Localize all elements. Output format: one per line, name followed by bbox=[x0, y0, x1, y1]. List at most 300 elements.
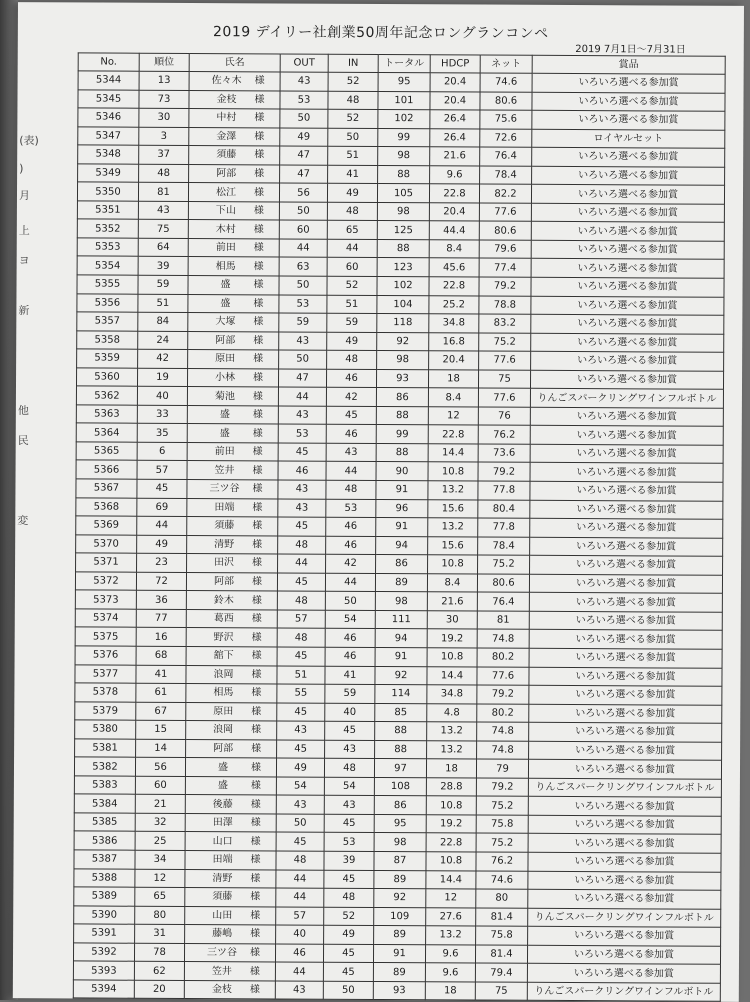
cell-total: 91 bbox=[373, 944, 425, 963]
cell-out: 50 bbox=[279, 276, 327, 295]
cell-prize: いろいろ選べる参加賞 bbox=[530, 426, 723, 446]
cell-prize: いろいろ選べる参加賞 bbox=[529, 593, 722, 613]
cell-in: 48 bbox=[328, 91, 378, 110]
cell-name bbox=[187, 535, 278, 554]
honorific: 様 bbox=[252, 390, 263, 402]
cell-no: 5358 bbox=[77, 331, 138, 350]
cell-net: 75.8 bbox=[476, 815, 528, 834]
cell-no: 5387 bbox=[74, 850, 135, 869]
cell-hdcp: 20.4 bbox=[430, 91, 480, 110]
cell-net: 75.8 bbox=[476, 926, 528, 945]
cell-in: 49 bbox=[327, 332, 377, 351]
cell-net: 82.2 bbox=[479, 184, 531, 203]
cell-hdcp: 14.4 bbox=[426, 870, 476, 889]
cell-total: 93 bbox=[376, 369, 428, 388]
cell-total: 105 bbox=[377, 184, 429, 203]
honorific: 様 bbox=[252, 409, 263, 421]
cell-prize: いろいろ選べる参加賞 bbox=[528, 760, 721, 780]
cell-total: 86 bbox=[376, 388, 428, 407]
cell-in: 42 bbox=[326, 388, 376, 407]
cell-no: 5356 bbox=[77, 293, 138, 312]
cell-no: 5344 bbox=[78, 71, 139, 90]
cell-hdcp: 4.8 bbox=[427, 703, 477, 722]
player-surname: 後藤 bbox=[212, 798, 233, 810]
cell-out: 40 bbox=[276, 925, 324, 944]
honorific: 様 bbox=[253, 298, 264, 310]
cell-net: 78.4 bbox=[480, 166, 532, 185]
honorific: 様 bbox=[252, 520, 263, 532]
cell-prize: いろいろ選べる参加賞 bbox=[532, 110, 725, 130]
cell-out: 49 bbox=[276, 758, 324, 777]
honorific: 様 bbox=[250, 873, 261, 885]
cell-no: 5394 bbox=[73, 980, 134, 999]
cell-hdcp: 18 bbox=[428, 370, 478, 389]
cell-name bbox=[187, 517, 278, 536]
cell-net: 74.8 bbox=[477, 741, 529, 760]
honorific: 様 bbox=[253, 279, 264, 291]
cell-out: 63 bbox=[279, 257, 327, 276]
cell-hdcp: 13.2 bbox=[428, 481, 478, 500]
cell-hdcp: 10.8 bbox=[426, 796, 476, 815]
cell-name bbox=[185, 776, 276, 795]
cell-name bbox=[188, 350, 279, 369]
cell-no: 5380 bbox=[75, 720, 136, 739]
cell-total: 94 bbox=[376, 536, 428, 555]
cell-prize: いろいろ選べる参加賞 bbox=[530, 518, 723, 538]
cell-no: 5381 bbox=[75, 739, 136, 758]
margin-mark: 月 bbox=[18, 189, 31, 203]
cell-no: 5377 bbox=[75, 664, 136, 683]
cell-prize: いろいろ選べる参加賞 bbox=[529, 611, 722, 631]
cell-rank: 51 bbox=[138, 294, 188, 313]
cell-prize: いろいろ選べる参加賞 bbox=[531, 351, 724, 371]
cell-rank: 60 bbox=[135, 776, 185, 795]
cell-prize: いろいろ選べる参加賞 bbox=[532, 73, 725, 93]
cell-prize: いろいろ選べる参加賞 bbox=[529, 630, 722, 650]
cell-name bbox=[189, 109, 280, 128]
cell-hdcp: 13.2 bbox=[427, 722, 477, 741]
cell-no: 5348 bbox=[78, 145, 139, 164]
cell-in: 43 bbox=[326, 443, 376, 462]
cell-name bbox=[187, 461, 278, 480]
honorific: 様 bbox=[253, 316, 264, 328]
cell-prize: いろいろ選べる参加賞 bbox=[530, 556, 723, 576]
results-body bbox=[73, 71, 725, 1002]
cell-net: 74.8 bbox=[477, 629, 529, 648]
cell-total: 98 bbox=[375, 592, 427, 611]
cell-net: 75.2 bbox=[476, 796, 528, 815]
cell-no: 5365 bbox=[76, 442, 137, 461]
cell-no: 5392 bbox=[73, 943, 134, 962]
cell-name bbox=[186, 684, 277, 703]
honorific: 様 bbox=[249, 984, 260, 996]
cell-out: 48 bbox=[277, 628, 325, 647]
honorific: 様 bbox=[251, 613, 262, 625]
player-surname: 須藤 bbox=[212, 891, 233, 903]
cell-net: 80.6 bbox=[479, 221, 531, 240]
cell-prize: いろいろ選べる参加賞 bbox=[529, 704, 722, 724]
honorific: 様 bbox=[252, 483, 263, 495]
cell-rank: 84 bbox=[138, 312, 188, 331]
cell-prize: りんごスパークリングワインフルボトル bbox=[530, 389, 723, 409]
cell-prize: いろいろ選べる参加賞 bbox=[529, 722, 722, 742]
cell-total: 86 bbox=[374, 796, 426, 815]
cell-net: 79.2 bbox=[476, 778, 528, 797]
margin-mark: ヨ bbox=[18, 254, 30, 268]
cell-name bbox=[187, 480, 278, 499]
cell-out: 45 bbox=[278, 443, 326, 462]
cell-name bbox=[186, 739, 277, 758]
cell-prize: いろいろ選べる参加賞 bbox=[530, 537, 723, 557]
honorific: 様 bbox=[253, 186, 265, 198]
cell-in: 48 bbox=[327, 202, 377, 221]
cell-out: 44 bbox=[279, 239, 327, 258]
cell-net: 76.4 bbox=[477, 592, 529, 611]
cell-rank: 65 bbox=[135, 887, 185, 906]
cell-net: 77.8 bbox=[478, 481, 530, 500]
honorific: 様 bbox=[253, 335, 264, 347]
cell-hdcp: 18 bbox=[425, 982, 475, 1001]
cell-prize: いろいろ選べる参加賞 bbox=[530, 407, 723, 427]
header-name: 氏名 bbox=[189, 53, 280, 71]
honorific: 様 bbox=[252, 539, 263, 551]
cell-hdcp: 22.8 bbox=[428, 425, 478, 444]
cell-out: 44 bbox=[275, 962, 323, 981]
cell-prize: いろいろ選べる参加賞 bbox=[531, 240, 724, 260]
cell-out: 48 bbox=[277, 591, 325, 610]
cell-out: 50 bbox=[279, 202, 327, 221]
player-surname: 木村 bbox=[215, 223, 236, 235]
player-surname: 佐々木 bbox=[211, 75, 242, 87]
cell-net: 78.4 bbox=[478, 537, 530, 556]
cell-name bbox=[189, 71, 280, 90]
player-surname: 藤嶋 bbox=[212, 928, 233, 940]
cell-rank: 13 bbox=[139, 71, 189, 90]
cell-prize: いろいろ選べる参加賞 bbox=[530, 444, 723, 464]
results-sheet bbox=[13, 2, 744, 1002]
cell-rank: 45 bbox=[137, 479, 187, 498]
cell-hdcp: 44.4 bbox=[429, 221, 479, 240]
cell-in: 42 bbox=[326, 554, 376, 573]
cell-rank: 42 bbox=[138, 349, 188, 368]
cell-prize: いろいろ選べる参加賞 bbox=[530, 370, 723, 390]
cell-prize: いろいろ選べる参加賞 bbox=[527, 964, 720, 984]
left-margin-bleedthrough bbox=[13, 2, 78, 998]
cell-net: 77.6 bbox=[479, 203, 531, 222]
honorific: 様 bbox=[253, 261, 264, 273]
cell-net: 77.8 bbox=[478, 518, 530, 537]
results-table bbox=[73, 52, 726, 1002]
cell-in: 46 bbox=[325, 629, 375, 648]
player-surname: 三ツ谷 bbox=[209, 483, 240, 495]
cell-in: 46 bbox=[326, 517, 376, 536]
cell-hdcp: 25.2 bbox=[429, 295, 479, 314]
cell-total: 114 bbox=[375, 685, 427, 704]
honorific: 様 bbox=[252, 502, 263, 514]
cell-total: 95 bbox=[378, 72, 430, 91]
player-surname: 前田 bbox=[215, 242, 236, 254]
cell-prize: いろいろ選べる参加賞 bbox=[531, 222, 724, 242]
honorific: 様 bbox=[250, 761, 262, 773]
cell-hdcp: 22.8 bbox=[429, 277, 479, 296]
cell-rank: 35 bbox=[137, 424, 187, 443]
cell-prize: いろいろ選べる参加賞 bbox=[529, 574, 722, 594]
cell-prize: いろいろ選べる参加賞 bbox=[530, 463, 723, 483]
cell-hdcp: 26.4 bbox=[430, 110, 480, 129]
cell-prize: いろいろ選べる参加賞 bbox=[532, 147, 725, 167]
cell-total: 92 bbox=[374, 889, 426, 908]
cell-total: 97 bbox=[374, 759, 426, 778]
player-surname: 原田 bbox=[215, 353, 236, 365]
cell-net: 79.6 bbox=[479, 240, 531, 259]
cell-no: 5386 bbox=[74, 831, 135, 850]
cell-out: 45 bbox=[277, 703, 325, 722]
cell-name bbox=[186, 721, 277, 740]
cell-out: 44 bbox=[278, 387, 326, 406]
cell-no: 5389 bbox=[74, 887, 135, 906]
cell-rank: 33 bbox=[137, 405, 187, 424]
cell-net: 79.2 bbox=[477, 685, 529, 704]
cell-out: 43 bbox=[278, 499, 326, 518]
cell-no: 5352 bbox=[77, 219, 138, 238]
player-surname: 阿部 bbox=[213, 743, 234, 755]
cell-hdcp: 12 bbox=[426, 889, 476, 908]
player-surname: 田沢 bbox=[214, 557, 235, 569]
cell-no: 5368 bbox=[76, 497, 137, 516]
cell-out: 50 bbox=[276, 814, 324, 833]
player-surname: 相馬 bbox=[215, 260, 236, 272]
cell-out: 44 bbox=[276, 888, 324, 907]
player-surname: 小林 bbox=[215, 372, 236, 384]
cell-rank: 24 bbox=[138, 331, 188, 350]
cell-prize: いろいろ選べる参加賞 bbox=[531, 296, 724, 316]
cell-prize: いろいろ選べる参加賞 bbox=[531, 333, 724, 353]
cell-total: 85 bbox=[375, 703, 427, 722]
cell-in: 45 bbox=[326, 406, 376, 425]
cell-in: 50 bbox=[328, 128, 378, 147]
cell-prize: いろいろ選べる参加賞 bbox=[529, 741, 722, 761]
cell-total: 98 bbox=[377, 351, 429, 370]
cell-name bbox=[187, 387, 278, 406]
margin-mark: 新 bbox=[18, 304, 30, 318]
cell-hdcp: 34.8 bbox=[429, 314, 479, 333]
cell-no: 5378 bbox=[75, 683, 136, 702]
cell-in: 48 bbox=[324, 888, 374, 907]
player-surname: 山口 bbox=[212, 835, 233, 847]
cell-no: 5385 bbox=[74, 813, 135, 832]
cell-out: 54 bbox=[276, 777, 324, 796]
cell-in: 52 bbox=[324, 907, 374, 926]
cell-in: 44 bbox=[326, 462, 376, 481]
cell-in: 49 bbox=[327, 184, 377, 203]
cell-hdcp: 14.4 bbox=[427, 666, 477, 685]
cell-total: 88 bbox=[376, 406, 428, 425]
cell-net: 80.2 bbox=[477, 648, 529, 667]
cell-hdcp: 18 bbox=[426, 759, 476, 778]
cell-name bbox=[185, 850, 276, 869]
cell-name bbox=[188, 201, 279, 220]
cell-name bbox=[188, 220, 279, 239]
honorific: 様 bbox=[254, 131, 265, 143]
margin-mark: ) bbox=[19, 162, 24, 176]
cell-no: 5357 bbox=[77, 312, 138, 331]
cell-hdcp: 9.6 bbox=[425, 963, 475, 982]
cell-rank: 69 bbox=[137, 498, 187, 517]
cell-total: 94 bbox=[375, 629, 427, 648]
honorific: 様 bbox=[251, 687, 262, 699]
cell-total: 88 bbox=[375, 722, 427, 741]
honorific: 様 bbox=[254, 168, 265, 180]
cell-name bbox=[185, 869, 276, 888]
cell-hdcp: 10.8 bbox=[428, 462, 478, 481]
cell-hdcp: 9.6 bbox=[430, 165, 480, 184]
cell-total: 86 bbox=[376, 555, 428, 574]
player-surname: 三ツ谷 bbox=[207, 947, 238, 959]
cell-name bbox=[185, 906, 276, 925]
cell-prize: ロイヤルセット bbox=[532, 129, 725, 149]
cell-total: 91 bbox=[375, 647, 427, 666]
cell-no: 5359 bbox=[77, 349, 138, 368]
cell-prize: いろいろ選べる参加賞 bbox=[529, 648, 722, 668]
cell-net: 74.6 bbox=[480, 73, 532, 92]
cell-rank: 72 bbox=[136, 572, 186, 591]
cell-hdcp: 22.8 bbox=[426, 833, 476, 852]
cell-in: 41 bbox=[325, 666, 375, 685]
cell-rank: 48 bbox=[139, 164, 189, 183]
player-surname: 笠井 bbox=[211, 965, 232, 977]
cell-in: 45 bbox=[323, 962, 373, 981]
player-surname: 盛 bbox=[219, 409, 230, 421]
cell-net: 73.6 bbox=[478, 444, 530, 463]
cell-in: 53 bbox=[326, 499, 376, 518]
cell-no: 5384 bbox=[74, 794, 135, 813]
cell-rank: 73 bbox=[139, 90, 189, 109]
cell-name bbox=[185, 813, 276, 832]
cell-no: 5364 bbox=[76, 423, 137, 442]
cell-in: 46 bbox=[326, 369, 376, 388]
honorific: 様 bbox=[250, 817, 261, 829]
cell-prize: いろいろ選べる参加賞 bbox=[527, 945, 720, 965]
player-surname: 菊池 bbox=[214, 390, 235, 402]
cell-net: 76.4 bbox=[480, 147, 532, 166]
player-surname: 浪岡 bbox=[213, 724, 234, 736]
cell-no: 5388 bbox=[74, 868, 135, 887]
cell-net: 80.4 bbox=[478, 500, 530, 519]
cell-net: 77.6 bbox=[479, 351, 531, 370]
cell-in: 51 bbox=[328, 146, 378, 165]
cell-prize: いろいろ選べる参加賞 bbox=[528, 926, 721, 946]
cell-in: 51 bbox=[327, 295, 377, 314]
cell-no: 5345 bbox=[78, 89, 139, 108]
cell-rank: 43 bbox=[138, 201, 188, 220]
cell-net: 78.8 bbox=[479, 296, 531, 315]
honorific: 様 bbox=[251, 724, 262, 736]
cell-total: 88 bbox=[378, 165, 430, 184]
header-prize: 賞品 bbox=[532, 55, 725, 74]
cell-hdcp: 16.8 bbox=[429, 332, 479, 351]
cell-rank: 36 bbox=[136, 591, 186, 610]
cell-in: 48 bbox=[327, 350, 377, 369]
cell-no: 5366 bbox=[76, 460, 137, 479]
honorific: 様 bbox=[250, 928, 261, 940]
cell-out: 46 bbox=[275, 944, 323, 963]
header-out: OUT bbox=[280, 54, 328, 72]
cell-rank: 80 bbox=[135, 906, 185, 925]
cell-hdcp: 10.8 bbox=[427, 648, 477, 667]
cell-rank: 21 bbox=[135, 795, 185, 814]
cell-name bbox=[188, 183, 279, 202]
cell-prize: いろいろ選べる参加賞 bbox=[531, 185, 724, 205]
cell-no: 5382 bbox=[74, 757, 135, 776]
cell-no: 5349 bbox=[78, 164, 139, 183]
player-surname: 下山 bbox=[215, 205, 236, 217]
honorific: 様 bbox=[251, 669, 262, 681]
cell-name bbox=[185, 888, 276, 907]
honorific: 様 bbox=[254, 75, 265, 87]
cell-out: 46 bbox=[278, 461, 326, 480]
player-surname: 清野 bbox=[214, 539, 235, 551]
cell-name bbox=[186, 591, 277, 610]
cell-out: 43 bbox=[276, 795, 324, 814]
cell-hdcp: 28.8 bbox=[426, 778, 476, 797]
cell-net: 75.6 bbox=[480, 110, 532, 129]
cell-hdcp: 34.8 bbox=[427, 685, 477, 704]
cell-total: 89 bbox=[375, 573, 427, 592]
cell-in: 48 bbox=[326, 480, 376, 499]
player-surname: 盛 bbox=[220, 279, 231, 291]
player-surname: 清野 bbox=[212, 872, 233, 885]
cell-no: 5350 bbox=[77, 182, 138, 201]
cell-out: 50 bbox=[280, 109, 328, 128]
cell-net: 79.4 bbox=[475, 963, 527, 982]
honorific: 様 bbox=[253, 223, 264, 236]
cell-total: 99 bbox=[376, 425, 428, 444]
player-surname: 田澤 bbox=[212, 817, 233, 829]
cell-hdcp: 8.4 bbox=[427, 574, 477, 593]
cell-rank: 12 bbox=[135, 869, 185, 888]
cell-total: 108 bbox=[374, 777, 426, 796]
cell-out: 47 bbox=[280, 165, 328, 184]
cell-total: 102 bbox=[377, 276, 429, 295]
cell-no: 5367 bbox=[76, 479, 137, 498]
cell-total: 109 bbox=[374, 907, 426, 926]
cell-name bbox=[186, 646, 277, 665]
honorific: 様 bbox=[251, 650, 262, 662]
cell-net: 76.2 bbox=[478, 425, 530, 444]
cell-rank: 78 bbox=[134, 943, 184, 962]
table-row bbox=[73, 980, 720, 1002]
cell-rank: 77 bbox=[136, 609, 186, 628]
cell-rank: 44 bbox=[137, 516, 187, 535]
cell-no: 5347 bbox=[78, 127, 139, 146]
cell-out: 45 bbox=[277, 740, 325, 759]
cell-total: 89 bbox=[374, 870, 426, 889]
cell-total: 89 bbox=[373, 963, 425, 982]
cell-no: 5372 bbox=[75, 572, 136, 591]
cell-prize: いろいろ選べる参加賞 bbox=[530, 500, 723, 520]
honorific: 様 bbox=[252, 427, 263, 440]
cell-hdcp: 19.2 bbox=[427, 629, 477, 648]
cell-rank: 62 bbox=[134, 961, 184, 980]
cell-out: 43 bbox=[280, 72, 328, 91]
player-surname: 盛 bbox=[217, 780, 228, 792]
cell-hdcp: 13.2 bbox=[426, 926, 476, 945]
cell-out: 53 bbox=[280, 91, 328, 110]
cell-no: 5383 bbox=[74, 776, 135, 795]
cell-net: 80.6 bbox=[480, 92, 532, 111]
cell-total: 118 bbox=[377, 314, 429, 333]
cell-name bbox=[189, 127, 280, 146]
